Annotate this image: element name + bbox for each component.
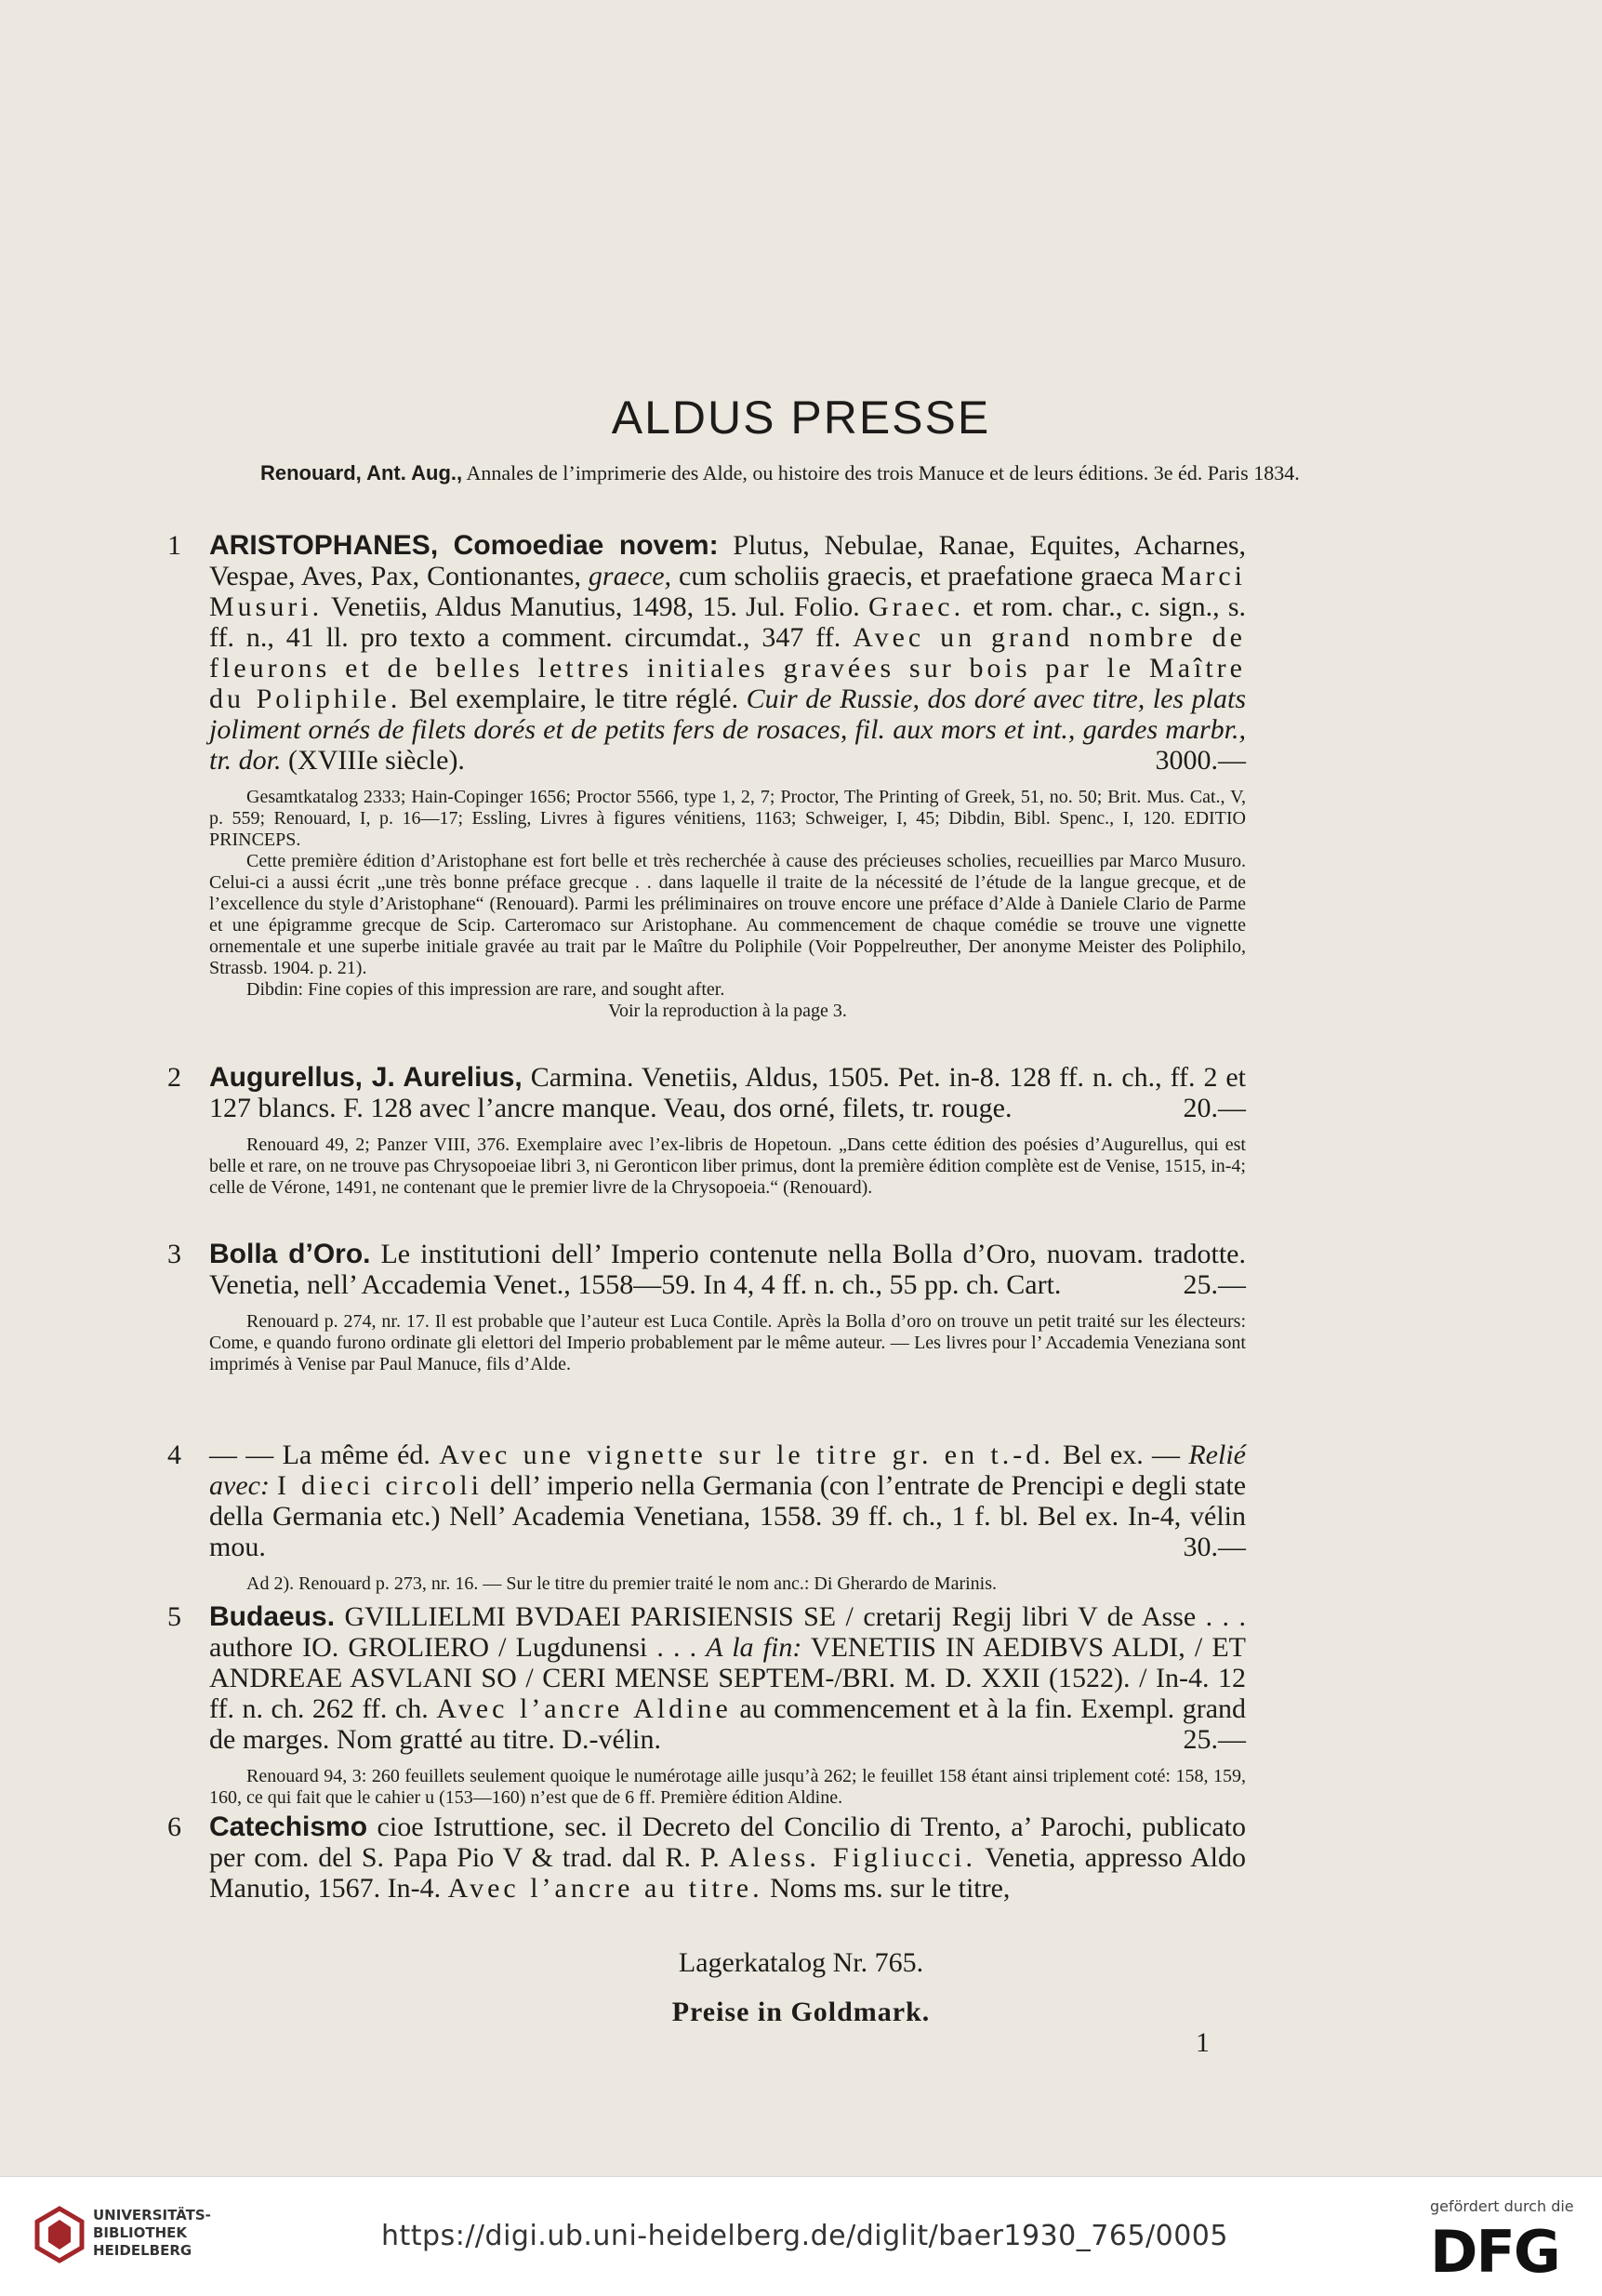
entry-2 <box>167 1062 1246 1199</box>
entry-notes: Renouard p. 274, nr. 17. Il est probable que l’auteur est Luca Contile. Après la Bolla d’oro on trouve un petit traité sur les électeurs: Come, e quando furono ordinate gli elettori del Imperio probablement par le même auteur. — Les livres pour l’ Accademia Veneziana sont imprimés à Venise par Paul Manuce, fils d’Alde. <box>209 1311 1246 1374</box>
reference-text: Annales de l’imprimerie des Alde, ou histoire des trois Manuce et de leurs éditions. 3e éd. Paris 1834. <box>466 461 1300 484</box>
entry-body: — — La même éd. Avec une vignette sur le titre gr. en t.-d. Bel ex. — Relié avec: I dieci circoli dell’ imperio nella Germania (con l’entrate de Prencipi e degli state della Germania etc.) Nell’ Academia Venetiana, 1558. 39 ff. ch., 1 f. bl. Bel ex. In-4, vélin mou. 30.— <box>209 1440 1247 1562</box>
entry-number: 5 <box>167 1601 181 1632</box>
entry-number: 2 <box>167 1062 181 1093</box>
entry-notes: Ad 2). Renouard p. 273, nr. 16. — Sur le titre du premier traité le nom anc.: Di Gherardo de Marinis. <box>246 1573 998 1594</box>
entry-head: Augurellus, J. Aurelius, <box>209 1062 523 1093</box>
reference-author: Renouard, Ant. Aug., <box>260 461 463 484</box>
university-logo-icon <box>33 2205 86 2264</box>
entry-head: Budaeus. <box>209 1601 336 1632</box>
entry-body: ARISTOPHANES, Comoediae novem: Plutus, Nebulae, Ranae, Equites, Acharnes, Vespae, Aves, Pax, Contionantes, graece, cum scholiis graecis, et praefatione graeca Marci Musuri. Venetiis, Aldus Manutius, 1498, 15. Jul. Folio. Graec. et rom. char., c. sign., s. ff. n., 41 ll. pro texto a comment. circumdat., 347 ff. Avec un grand nombre de fleurons et de belles lettres initiales gravées sur bois par le Maître du Poliphile. Bel exemplaire, le titre réglé. Cuir de Russie, dos doré avec titre, les plats joliment ornés de filets dorés et de petits fers de rosaces, fil. aux mors et int., gardes marbr., tr. dor. (XVIIIe siècle). 3000.— <box>209 530 1247 776</box>
catalog-number: Lagerkatalog Nr. 765. <box>678 1947 924 1978</box>
entry-notes: Renouard 49, 2; Panzer VIII, 376. Exemplaire avec l’ex-libris de Hopetoun. „Dans cette édition des poésies d’Augurellus, qui est belle et rare, on ne trouve pas Chrysopoeiae libri 3, ni Geronticon liber primus, dont la première édition complète est de Venise, 1515, in-4; celle de Vérone, 1491, ne contenant que le premier livre de la Chrysopoeia.“ (Renouard). <box>209 1135 1246 1198</box>
reference-block <box>167 460 1339 486</box>
prices-note: Preise in Goldmark. <box>671 1997 931 2027</box>
entry-number: 3 <box>167 1239 181 1269</box>
entry-3 <box>167 1239 1246 1375</box>
entry-5 <box>167 1601 1246 1809</box>
entry-notes: Gesamtkatalog 2333; Hain-Copinger 1656; Proctor 5566, type 1, 2, 7; Proctor, The Printing of Greek, 51, no. 50; Brit. Mus. Cat., V, p. 559; Renouard, I, p. 16—17; Essling, Livres à figures vénitiens, 1163; Schweiger, I, 45; Dibdin, Bibl. Spenc., I, 120. EDITIO PRINCEPS. Cette première édition d’Aristophane est fort belle et très recherchée à cause des précieuses scholies, recueillies par Marco Musuro. Celui-ci a aussi écrit „une très bonne préface grecque . . dans laquelle il traite de la nécessité de l’étude de la langue grecque, et de l’excellence du style d’Aristophane“ (Renouard). Parmi les préliminaires on trouve encore une préface d’Alde à Daniele Clario de Parme et une épigramme grecque de Scip. Carteromaco sur Aristophane. Au commencement de chaque comédie se trouve une vignette ornementale et une superbe initiale gravée au trait par le Maître du Poliphile (Voir Poppelreuther, Der anonyme Meister des Poliphilo, Strassb. 1904. p. 21). Dibdin: Fine copies of this impression are rare, and sought after. Voir la reproduction à la page 3. <box>209 787 1246 1021</box>
funded-by-label: gefördert durch die <box>1430 2197 1574 2215</box>
entry-6 <box>167 1812 1246 1904</box>
page-number: 1 <box>1196 2027 1210 2058</box>
entry-head: Bolla d’Oro. <box>209 1239 371 1269</box>
entry-notes: Renouard 94, 3: 260 feuillets seulement quoique le numérotage aille jusqu’à 262; le feuillet 158 étant ainsi triplement coté: 158, 159, 160, ce qui fait que le cahier u (153—160) n’est que de 6 ff. Première édition Aldine. <box>209 1766 1246 1808</box>
entry-1 <box>167 530 1246 1022</box>
entry-price: 30.— <box>1183 1532 1246 1562</box>
entry-price: 3000.— <box>1155 745 1246 776</box>
entry-head: Catechismo <box>209 1812 368 1842</box>
entry-body: Bolla d’Oro. Le institutioni dell’ Imperio contenute nella Bolla d’Oro, nuovam. tradotte. Venetia, nell’ Accademia Venet., 1558—59. In 4, 4 ff. n. ch., 55 pp. ch. Cart. 25.— <box>209 1239 1247 1300</box>
entry-head: — — La même éd. <box>209 1440 430 1470</box>
entry-body: Budaeus. GVILLIELMI BVDAEI PARISIENSIS SE / cretarij Regij libri V de Asse . . . authore IO. GROLIERO / Lugdunensi . . . A la fin: VENETIIS IN AEDIBVS ALDI, / ET ANDREAE ASVLANI SO / CERI MENSE SEPTEM-/BRI. M. D. XXII (1522). / In-4. 12 ff. n. ch. 262 ff. ch. Avec l’ancre Aldine au commencement et à la fin. Exempl. grand de marges. Nom gratté au titre. D.-vélin. 25.— <box>209 1601 1247 1755</box>
institution-name: UNIVERSITÄTS- BIBLIOTHEK HEIDELBERG <box>93 2207 211 2259</box>
entry-head: ARISTOPHANES, Comoediae novem: <box>209 530 719 561</box>
entry-number: 4 <box>167 1440 181 1470</box>
entry-price: 25.— <box>1183 1269 1246 1300</box>
permalink-url[interactable]: https://digi.ub.uni-heidelberg.de/diglit/baer1930_765/0005 <box>381 2220 1228 2252</box>
entry-body: Augurellus, J. Aurelius, Carmina. Venetiis, Aldus, 1505. Pet. in-8. 128 ff. n. ch., ff. 2 et 127 blancs. F. 128 avec l’ancre manque. Veau, dos orné, filets, tr. rouge. 20.— <box>209 1062 1246 1123</box>
entry-price: 20.— <box>1183 1093 1246 1123</box>
entry-price: 25.— <box>1183 1724 1246 1755</box>
entry-number: 1 <box>167 530 181 561</box>
entry-4 <box>167 1440 1246 1595</box>
entry-body: Catechismo cioe Istruttione, sec. il Decreto del Concilio di Trento, a’ Parochi, publicato per com. del S. Papa Pio V & trad. dal R. P. Aless. Figliucci. Venetia, appresso Aldo Manutio, 1567. In-4. Avec l’ancre au titre. Noms ms. sur le titre, <box>209 1812 1247 1904</box>
dfg-logo: DFG <box>1430 2218 1559 2286</box>
page-title: ALDUS PRESSE <box>611 392 991 444</box>
viewer-footer <box>0 2176 1602 2296</box>
entry-number: 6 <box>167 1812 181 1842</box>
